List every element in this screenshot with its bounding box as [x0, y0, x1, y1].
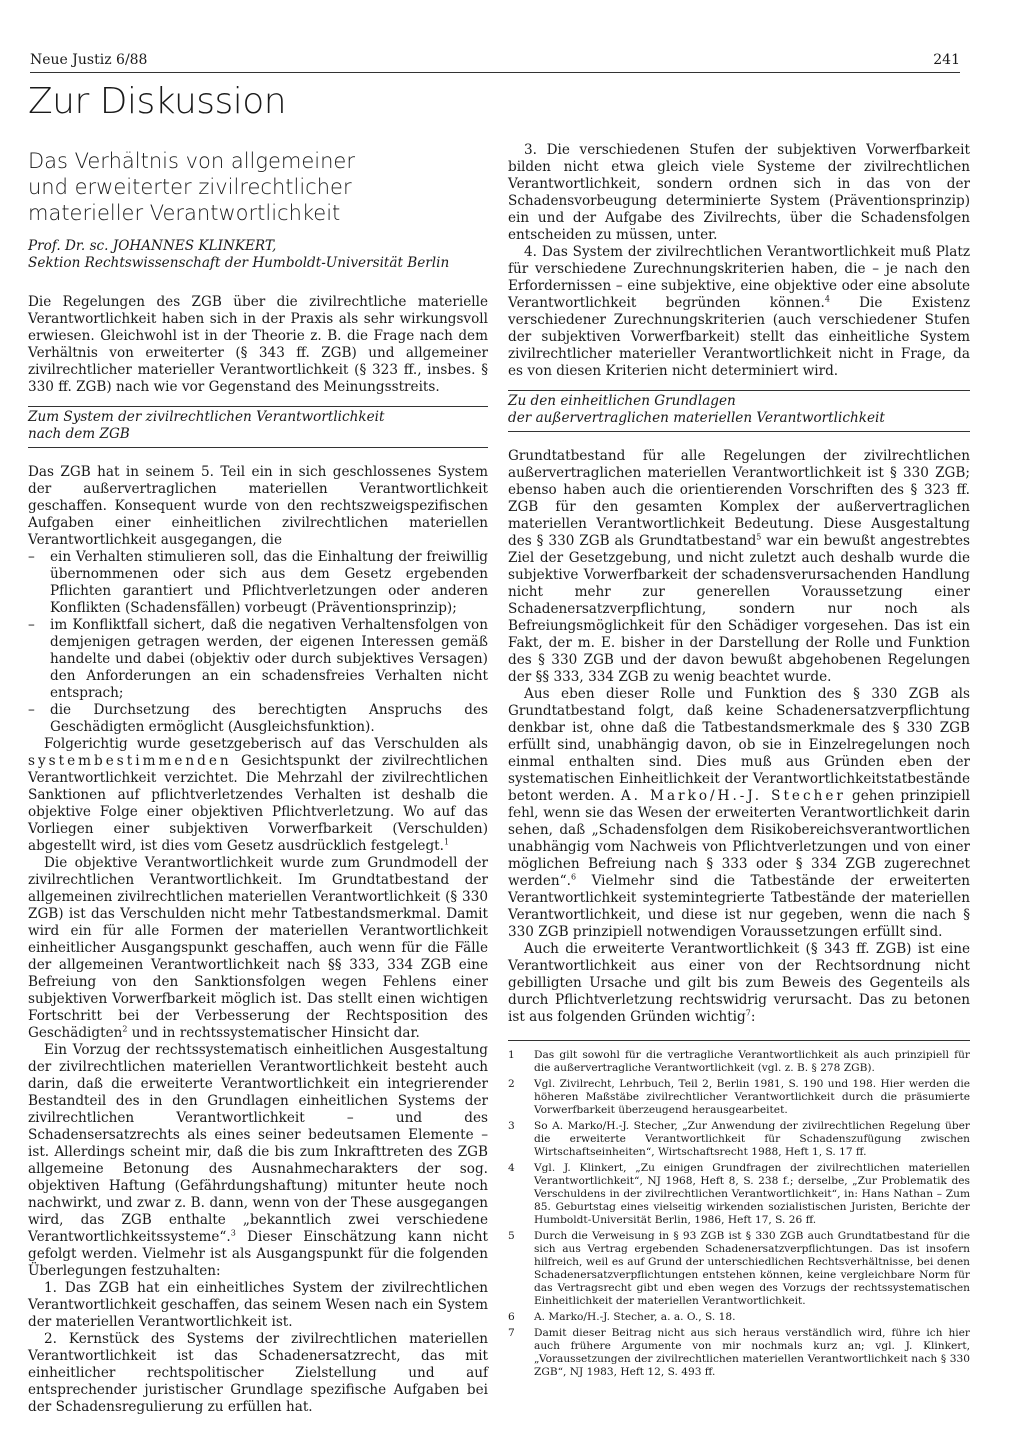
section-title: Zur Diskussion — [28, 81, 287, 122]
text-run: gehen prinzipiell fehl, wenn sie das Wesen der erweiterten Verantwortlichkeit darin sehen, daß „Schadensfolgen dem Risikobereichsverantwortlichen unabhängig vom Nachweis von Pflichtverletzungen und von einer möglichen Befreiung nach § 333 oder § 334 ZGB zugerechnet werden“. — [508, 788, 971, 889]
text-run: und in rechtssystematischer Hinsicht dar. — [127, 1025, 420, 1041]
footnote-number: 5 — [508, 1230, 515, 1242]
body-paragraph: 2. Kernstück des Systems der zivilrechtlichen materiellen Verantwortlichkeit ist das Schadenersatzrecht, das mit einheitlicher rechtspolitischer Zielstellung und auf entsprechender juristischer Grundlage spezifische Aufgaben bei der Schadensregulierung zu erfüllen hat. — [28, 1331, 488, 1415]
footnote-ref: 6 — [570, 872, 577, 882]
footnote-ref: 1 — [443, 837, 450, 847]
text-run: Ein Vorzug der rechtssystematisch einheitlichen Ausgestaltung der zivilrechtlichen materiellen Verantwortlichkeit besteht auch darin, daß die erweiterte Verantwortlichkeit ein integrierender Bestandteil des in den Grundlagen einheitlichen Systems der zivilrechtlichen Verantwortlichkeit – und des Schadensersatzrechts als eines seiner bedeutsamen Elemente – ist. Allerdings scheint mir, daß die bis zum Inkrafttreten des ZGB allgemeine Betonung des Ausnahmecharakters der sog. objektiven Haftung (Gefährdungshaftung) mitunter heute noch nachwirkt, und zwar z. B. dann, wenn von der These ausgegangen wird, das ZGB enthalte „bekanntlich zwei verschiedene Verantwortlichkeitssysteme“. — [28, 1042, 488, 1245]
body-paragraph — [28, 1042, 488, 1280]
subheading-system — [28, 406, 488, 448]
body-paragraph — [508, 448, 970, 686]
body-paragraph — [508, 244, 970, 380]
left-column — [28, 142, 488, 1416]
article-title-line: materieller Verantwortlichkeit — [28, 201, 341, 225]
footnote-ref: 7 — [745, 1008, 751, 1018]
footnote-number: 6 — [508, 1311, 515, 1323]
text-run: Auch die erweiterte Verantwortlichkeit (§ 343 ff. ZGB) ist eine Verantwortlichkeit aus einer von der Rechtsordnung nicht gebilligten Ursache und gilt bis zum Beweis des Gegenteils als durch Pflichtverletzung rechtswidrig verursacht. Das zu betonen ist aus folgenden Gründen wichtig — [508, 941, 970, 1025]
task-list — [28, 549, 488, 736]
footnote-ref: 3 — [230, 1228, 236, 1238]
author-byline — [28, 238, 488, 272]
footnote — [508, 1078, 970, 1117]
text-run: Dieser Einschätzung kann nicht gefolgt werden. Vielmehr ist als Ausgangspunkt für die folgenden Überlegungen festzuhalten: — [28, 1229, 488, 1279]
page-number: 241 — [933, 52, 960, 68]
body-paragraph: 3. Die verschiedenen Stufen der subjektiven Vorwerfbarkeit bilden nicht etwa gleich viele Systeme der zivilrechtlichen Verantwortlichkeit, sondern ordnen sich in das von der Schadensvorbeugung determinierte System (Präventionsprinzip) ein und der Aufgabe des Zivilrechts, über die Schadensfolgen entscheiden zu müssen, unter. — [508, 142, 970, 243]
footnote-text: Vgl. J. Klinkert, „Zu einigen Grundfragen der zivilrechtlichen materiellen Verantwortlichkeit“, NJ 1968, Heft 8, S. 238 f.; derselbe, „Zur Problematik des Verschuldens in der zivilrechtlichen Verantwortlichkeit“, in: Hans Nathan – Zum 85. Geburtstag eines vielseitig wirkenden sozialistischen Juristen, Berichte der Humboldt-Universität Berlin, 1986, Heft 17, S. 26 ff. — [534, 1162, 970, 1226]
footnote — [508, 1049, 970, 1075]
footnote-number: 1 — [508, 1049, 515, 1061]
footnote — [508, 1120, 970, 1159]
footnote-text: Vgl. Zivilrecht, Lehrbuch, Teil 2, Berlin 1981, S. 190 und 198. Hier werden die höheren Maßstäbe zivilrechtlicher Verantwortlichkeit durch die präsumierte Vorwerfbarkeit überzeugend herausgearbeitet. — [534, 1078, 970, 1116]
emphasized-term: systembestimmenden — [28, 753, 232, 769]
footnote-text: So A. Marko/H.-J. Stecher, „Zur Anwendung der zivilrechtlichen Regelung über die erweiterte Verantwortlichkeit für Schadenszufügung zwischen Wirtschaftseinheiten“, Wirtschaftsrecht 1988, Heft 1, S. 17 ff. — [534, 1120, 970, 1158]
body-paragraph — [28, 855, 488, 1042]
footnote-ref: 4 — [824, 294, 830, 304]
text-run: 4. Das System der zivilrechtlichen Verantwortlichkeit muß Platz für verschiedene Zurechnungskriterien haben, die – je nach den Erfordernissen – eine subjektive, eine objektive oder eine absolute Verantwortlichkeit begründen können. — [508, 244, 970, 311]
article-title — [28, 148, 488, 226]
footnote-number: 2 — [508, 1078, 515, 1090]
footnote — [508, 1230, 970, 1308]
text-run: Vielmehr sind die Tatbestände der erweiterten Verantwortlichkeit systemintegrierte Tatbestände der materiellen Verantwortlichkeit, und diese ist nur gegeben, wenn die nach § 330 ZGB prinzipiell notwendigen Voraussetzungen erfüllt sind. — [508, 873, 970, 940]
journal-issue: Neue Justiz 6/88 — [30, 52, 148, 68]
footnote-number: 4 — [508, 1162, 515, 1174]
footnote — [508, 1162, 970, 1227]
text-run: Gesichtspunkt der zivilrechtlichen Verantwortlichkeit verzichtet. Die Mehrzahl der zivilrechtlichen Sanktionen auf pflichtverletzendes Verhalten ist deshalb die objektive Folge einer objektiven Pflichtverletzung. Wo auf das Vorliegen einer subjektiven Vorwerfbarkeit (Verschulden) abgestellt wird, ist dies vom Gesetz ausdrücklich festgelegt. — [28, 753, 488, 854]
author-names: A. Marko/H.-J. Stecher — [620, 788, 846, 804]
subheading-foundations — [508, 390, 970, 432]
footnote-text: Das gilt sowohl für die vertragliche Verantwortlichkeit als auch prinzipiell für die außervertragliche Verantwortlichkeit (vgl. z. B. § 278 ZGB). — [534, 1049, 970, 1074]
footnotes — [508, 1040, 970, 1379]
subheading-line: der außervertraglichen materiellen Verantwortlichkeit — [508, 410, 885, 426]
text-run: war ein bewußt angestrebtes Ziel der Gesetzgebung, und nicht zuletzt auch deshalb wurde die subjektive Vorwerfbarkeit der schadensverursachenden Handlung nicht mehr zur generellen Voraussetzung einer Schadenersatzverpflichtung, sondern nur noch als Befreiungsmöglichkeit für den Schädiger vorgesehen. Das ist ein Fakt, der m. E. bisher in der Darstellung der Rolle und Funktion des § 330 ZGB und der davon bewußt abgehobenen Regelungen der §§ 333, 334 ZGB zu wenig beachtet wurde. — [508, 533, 971, 685]
body-paragraph — [508, 941, 970, 1026]
footnote — [508, 1311, 970, 1324]
text-run: Die objektive Verantwortlichkeit wurde zum Grundmodell der zivilrechtlichen Verantwortlichkeit. Im Grundtatbestand der allgemeinen zivilrechtlichen materiellen Verantwortlichkeit (§ 330 ZGB) ist das Verschulden nicht mehr Tatbestandsmerkmal. Damit wird ein für alle Formen der materiellen Verantwortlichkeit einheitlicher Ausgangspunkt geschaffen, auch wenn für die Fälle der allgemeinen Verantwortlichkeit nach §§ 333, 334 ZGB eine Befreiung von den Sanktionsfolgen wegen Fehlens einer subjektiven Vorwerfbarkeit möglich ist. Das stellt einen wichtigen Fortschritt bei der Verbesserung der Rechtsposition des Geschädigten — [28, 855, 488, 1041]
footnote-number: 3 — [508, 1120, 515, 1132]
list-item: – im Konfliktfall sichert, daß die negativen Verhaltensfolgen von demjenigen getragen werden, der eigenen Interessen gemäß handelte und dabei (objektiv oder durch subjektives Versagen) den Anforderungen an ein schadensfreies Verhalten nicht entsprach; — [28, 617, 488, 702]
subheading-line: Zum System der zivilrechtlichen Verantwortlichkeit — [28, 409, 385, 425]
text-run: Folgerichtig wurde gesetzgeberisch auf das Verschulden als — [44, 736, 488, 752]
author-affiliation: Sektion Rechtswissenschaft der Humboldt-Universität Berlin — [28, 255, 450, 271]
article-title-line: Das Verhältnis von allgemeiner — [28, 149, 355, 173]
footnote-text: Damit dieser Beitrag nicht aus sich heraus verständlich wird, führe ich hier auch frühere Argumente von mir nochmals kurz an; vgl. J. Klinkert, „Voraussetzungen der zivilrechtlichen materiellen Verantwortlichkeit nach § 330 ZGB“, NJ 1983, Heft 12, S. 493 ff. — [534, 1327, 970, 1378]
footnote-ref: 2 — [122, 1024, 128, 1034]
subheading-line: nach dem ZGB — [28, 426, 130, 442]
author-name: Prof. Dr. sc. JOHANNES KLINKERT, — [28, 238, 277, 254]
footnote-ref: 5 — [756, 532, 762, 542]
body-paragraph — [28, 736, 488, 855]
article-title-line: und erweiterter zivilrechtlicher — [28, 175, 352, 199]
subheading-line: Zu den einheitlichen Grundlagen — [508, 393, 736, 409]
list-item: – ein Verhalten stimulieren soll, das die Einhaltung der freiwillig übernommenen oder sich aus dem Gesetz ergebenden Pflichten garantiert und Pflichtverletzungen oder anderen Konflikten (Schadensfällen) vorbeugt (Präventionsprinzip); — [28, 549, 488, 617]
text-run: : — [750, 1009, 756, 1025]
footnote — [508, 1327, 970, 1379]
right-column — [508, 142, 970, 1382]
text-run: Grundtatbestand für alle Regelungen der zivilrechtlichen außervertraglichen materiellen Verantwortlichkeit ist § 330 ZGB; ebenso haben auch die orientierenden Vorschriften des § 323 ff. ZGB für den gesamten Komplex der außervertraglichen materiellen Verantwortlichkeit Bedeutung. Diese Ausgestaltung des § 330 ZGB als Grundtatbestand — [508, 448, 970, 549]
body-paragraph: 1. Das ZGB hat ein einheitliches System der zivilrechtlichen Verantwortlichkeit geschaffen, das seinem Wesen nach ein System der materiellen Verantwortlichkeit ist. — [28, 1280, 488, 1330]
body-paragraph — [508, 686, 970, 941]
footnote-text: Durch die Verweisung in § 93 ZGB ist § 330 ZGB auch Grundtatbestand für die sich aus Vertrag ergebenden Schadenersatzverpflichtungen. Das ist insofern hilfreich, weil es auf Grund der unterschiedlichen Rechtsverhältnisse, bei denen Schadenersatzverpflichtungen entstehen können, keine vergleichbare Norm für das Vertragsrecht gibt und eben wegen des Vorzugs der rechtssystematischen Einheitlichkeit der materiellen Verantwortlichkeit. — [534, 1230, 970, 1307]
body-paragraph: Das ZGB hat in seinem 5. Teil ein in sich geschlossenes System der außervertraglichen materiellen Verantwortlichkeit geschaffen. Konsequent wurde von den rechtszweigspezifischen Aufgaben einer einheitlichen zivilrechtlichen materiellen Verantwortlichkeit ausgegangen, die — [28, 464, 488, 548]
list-item: – die Durchsetzung des berechtigten Anspruchs des Geschädigten ermöglicht (Ausgleichsfunktion). — [28, 702, 488, 736]
footnote-number: 7 — [508, 1327, 515, 1339]
text-run: Die Existenz verschiedener Zurechnungskriterien (auch verschiedener Stufen der subjektiven Vorwerfbarkeit) stellt das einheitliche System zivilrechtlicher materieller Verantwortlichkeit nicht in Frage, da es von diesen Kriterien nicht determiniert wird. — [508, 295, 970, 379]
footnote-text: A. Marko/H.-J. Stecher, a. a. O., S. 18. — [534, 1311, 736, 1323]
text-run: Aus eben dieser Rolle und Funktion des § 330 ZGB als Grundtatbestand folgt, daß keine Schadenersatzverpflichtung denkbar ist, ohne daß die Tatbestandsmerkmale des § 330 ZGB erfüllt sind, unabhängig davon, ob sie in Einzelregelungen noch einmal enthalten sind. Dies muß aus Gründen eben der systematischen Einheitlichkeit der Verantwortlichkeitstatbestände betont werden. — [508, 686, 970, 804]
intro-paragraph: Die Regelungen des ZGB über die zivilrechtliche materielle Verantwortlichkeit haben sich in der Praxis als sehr wirkungsvoll erwiesen. Gleichwohl ist in der Theorie z. B. die Frage nach dem Verhältnis von erweiterter (§ 343 ff. ZGB) und allgemeiner zivilrechtlicher materieller Verantwortlichkeit (§ 323 ff., insbes. § 330 ff. ZGB) nach wie vor Gegenstand des Meinungsstreits. — [28, 294, 488, 395]
page-header — [30, 52, 960, 73]
